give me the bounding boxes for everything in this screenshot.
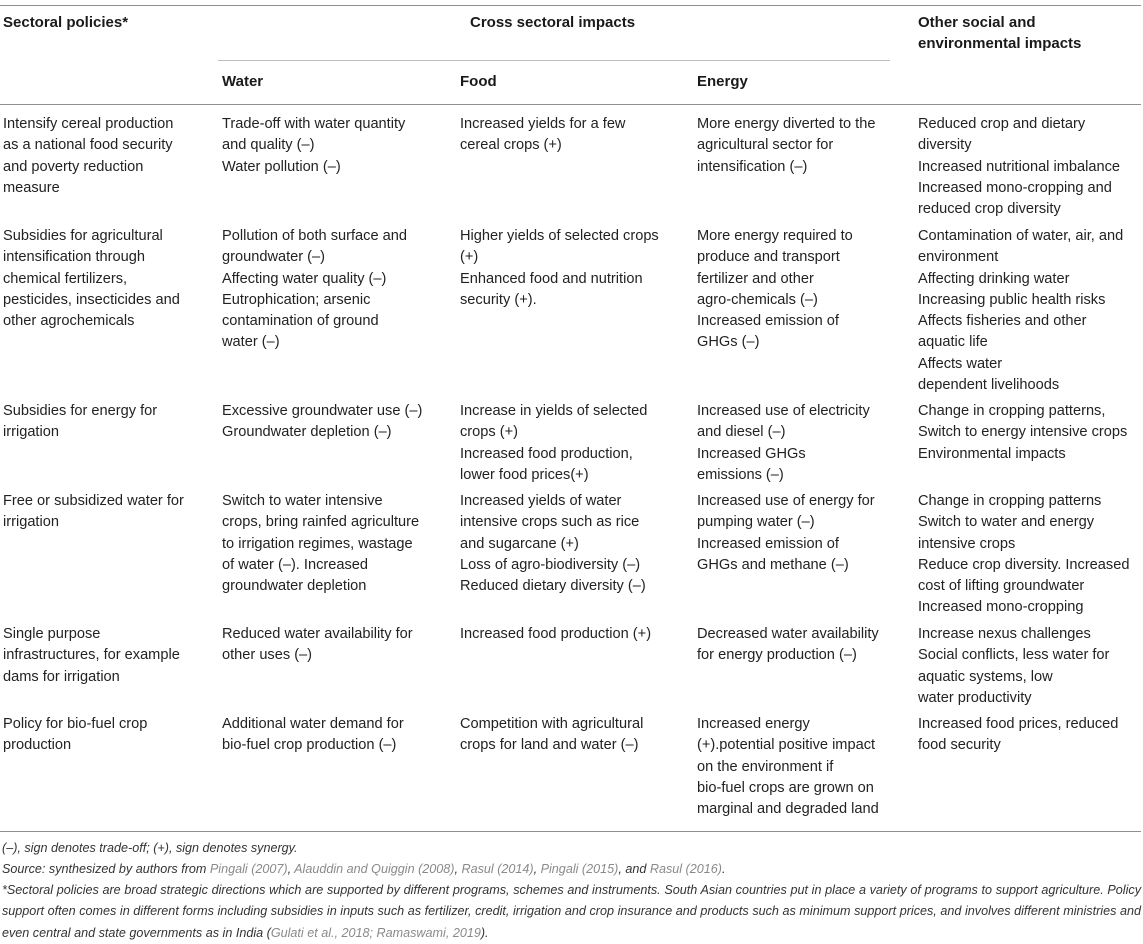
cell-line: Groundwater depletion (–) xyxy=(222,424,392,441)
cell-other xyxy=(918,114,1120,220)
cell-energy xyxy=(697,714,879,820)
cell-line: intensification through xyxy=(3,249,145,266)
cell-line: Switch to water and energy xyxy=(918,514,1095,531)
cell-line: More energy diverted to the xyxy=(697,116,876,132)
source-prefix: Source: synthesized by authors from xyxy=(2,862,210,876)
cell-line: Affecting water quality (–) xyxy=(222,270,387,287)
cell-line: and diesel (–) xyxy=(697,424,786,441)
cell-line: Increase nexus challenges xyxy=(918,626,1091,642)
cell-line: water productivity xyxy=(918,689,1032,706)
cell-other xyxy=(918,226,1123,396)
cell-food xyxy=(460,714,643,757)
header-food: Food xyxy=(460,73,497,90)
cell-line: Change in cropping patterns xyxy=(918,493,1102,509)
reference-link[interactable]: Alauddin and Quiggin (2008) xyxy=(294,862,455,876)
cell-line: Increased food prices, reduced xyxy=(918,716,1119,732)
cell-line: measure xyxy=(3,179,60,196)
cell-line: Excessive groundwater use (–) xyxy=(222,403,423,419)
cell-line: Free or subsidized water for xyxy=(3,493,184,509)
separator: , xyxy=(533,862,541,876)
cell-water xyxy=(222,401,422,444)
cell-line: security (+). xyxy=(460,291,537,308)
cell-policy xyxy=(3,401,157,444)
cell-line: Increasing public health risks xyxy=(918,291,1106,308)
footnote-sectoral-note xyxy=(2,880,1141,944)
cell-line: Environmental impacts xyxy=(918,445,1066,462)
cell-line: dependent livelihoods xyxy=(918,377,1060,394)
cell-line: aquatic life xyxy=(918,334,988,351)
cell-line: Increase in yields of selected xyxy=(460,403,648,419)
separator: , and xyxy=(618,862,650,876)
cell-energy xyxy=(697,491,875,576)
cell-line: lower food prices(+) xyxy=(460,466,589,483)
cell-line: Pollution of both surface and xyxy=(222,228,407,244)
cell-line: Competition with agricultural xyxy=(460,716,644,732)
cell-policy xyxy=(3,226,180,332)
cell-line: food security xyxy=(918,737,1001,754)
cell-line: diversity xyxy=(918,137,972,154)
cell-line: intensive crops such as rice xyxy=(460,514,640,531)
cell-line: Reduced water availability for xyxy=(222,626,413,642)
cell-line: Social conflicts, less water for xyxy=(918,647,1110,664)
table-bottom-rule xyxy=(0,831,1141,832)
cell-line: Increased yields for a few xyxy=(460,116,626,132)
cell-line: cereal crops (+) xyxy=(460,137,562,154)
cell-line: Increased food production, xyxy=(460,445,633,462)
cell-line: other uses (–) xyxy=(222,647,313,664)
cell-line: crops (+) xyxy=(460,424,518,441)
cell-other xyxy=(918,401,1127,465)
table-top-rule xyxy=(0,5,1141,6)
cell-line: Intensify cereal production xyxy=(3,116,174,132)
cell-line: Reduced crop and dietary xyxy=(918,116,1086,132)
cell-line: Reduce crop diversity. Increased xyxy=(918,556,1130,573)
header-other-impacts xyxy=(918,12,1081,54)
cell-line: for energy production (–) xyxy=(697,647,857,664)
cell-line: aquatic systems, low xyxy=(918,668,1053,685)
cell-line: other agrochemicals xyxy=(3,313,135,330)
cross-header-rule xyxy=(218,60,890,61)
cell-line: Switch to energy intensive crops xyxy=(918,424,1128,441)
cell-energy xyxy=(697,226,853,354)
header-bottom-rule xyxy=(0,104,1141,105)
cell-line: of water (–). Increased xyxy=(222,556,369,573)
cell-line: as a national food security xyxy=(3,137,173,154)
cell-line: emissions (–) xyxy=(697,466,784,483)
cell-line: crops for land and water (–) xyxy=(460,737,639,754)
reference-link[interactable]: Rasul (2016) xyxy=(649,862,722,876)
cell-water xyxy=(222,226,407,354)
cell-line: produce and transport xyxy=(697,249,840,266)
cell-line: contamination of ground xyxy=(222,313,379,330)
cell-line: Affects fisheries and other xyxy=(918,313,1087,330)
cell-line: marginal and degraded land xyxy=(697,801,879,818)
cell-other xyxy=(918,714,1118,757)
header-energy: Energy xyxy=(697,73,748,90)
header-other-line: Other social and xyxy=(918,14,1036,31)
footnote-source xyxy=(2,859,1141,880)
cell-line: to irrigation regimes, wastage xyxy=(222,535,413,552)
cell-policy xyxy=(3,624,180,688)
cell-line: Increased energy xyxy=(697,716,810,732)
cell-line: Affecting drinking water xyxy=(918,270,1070,287)
cell-line: Single purpose xyxy=(3,626,101,642)
cell-line: Subsidies for energy for xyxy=(3,403,158,419)
cell-food xyxy=(460,491,646,597)
cell-line: intensification (–) xyxy=(697,158,808,175)
cell-line: pesticides, insecticides and xyxy=(3,291,180,308)
cell-line: intensive crops xyxy=(918,535,1016,552)
cell-line: environment xyxy=(918,249,999,266)
cell-line: Increased emission of xyxy=(697,313,839,330)
cell-line: and poverty reduction xyxy=(3,158,144,175)
cell-line: pumping water (–) xyxy=(697,514,815,531)
cell-food xyxy=(460,114,625,157)
cell-line: Increased emission of xyxy=(697,535,839,552)
cell-line: Trade-off with water quantity xyxy=(222,116,406,132)
cell-line: groundwater (–) xyxy=(222,249,326,266)
cell-policy xyxy=(3,714,147,757)
header-other-line: environmental impacts xyxy=(918,35,1082,52)
cell-line: Increased use of energy for xyxy=(697,493,875,509)
cell-water xyxy=(222,114,405,178)
separator: , xyxy=(454,862,462,876)
cell-line: Additional water demand for xyxy=(222,716,404,732)
cell-water xyxy=(222,624,413,667)
cell-food xyxy=(460,624,651,645)
cell-line: Increased mono-cropping xyxy=(918,599,1084,616)
cell-line: production xyxy=(3,737,72,754)
reference-link[interactable]: Gulati et al., 2018; Ramaswami, 2019 xyxy=(270,925,481,940)
cell-line: irrigation xyxy=(3,514,59,531)
cell-water xyxy=(222,714,404,757)
cell-line: Change in cropping patterns, xyxy=(918,403,1106,419)
cell-line: and sugarcane (+) xyxy=(460,535,579,552)
cell-line: Higher yields of selected crops xyxy=(460,228,659,244)
cell-line: reduced crop diversity xyxy=(918,201,1061,218)
cell-line: Increased mono-cropping and xyxy=(918,179,1112,196)
note-text: *Sectoral policies are broad strategic directions which are supported by different programs, schemes and instruments. South Asian countries put in place a variety of programs to support agriculture. Policy support often comes in different forms including subsidies in inputs such as fertilizer, credit, irrigation and crop insurance and products such as minimum support prices, and involves different ministries and even central and state governments as in India ( xyxy=(2,883,1141,940)
cell-line: agricultural sector for xyxy=(697,137,834,154)
cell-energy xyxy=(697,401,870,486)
cell-line: GHGs and methane (–) xyxy=(697,556,849,573)
cell-line: dams for irrigation xyxy=(3,668,120,685)
note-end: ). xyxy=(480,925,489,940)
cell-line: fertilizer and other xyxy=(697,270,814,287)
separator: . xyxy=(721,862,726,876)
cell-line: bio-fuel crop production (–) xyxy=(222,737,397,754)
cell-energy xyxy=(697,114,875,178)
cell-line: Increased GHGs xyxy=(697,445,806,462)
cell-line: Affects water xyxy=(918,355,1003,372)
cell-line: Subsidies for agricultural xyxy=(3,228,163,244)
cell-other xyxy=(918,491,1129,619)
separator: , xyxy=(287,862,295,876)
cell-line: Increased food production (+) xyxy=(460,626,652,642)
header-water: Water xyxy=(222,73,264,90)
cell-line: Loss of agro-biodiversity (–) xyxy=(460,556,641,573)
reference-link[interactable]: Pingali (2007) xyxy=(209,862,288,876)
reference-link[interactable]: Pingali (2015) xyxy=(540,862,619,876)
cell-line: Enhanced food and nutrition xyxy=(460,270,643,287)
cell-line: irrigation xyxy=(3,424,59,441)
cell-line: Increased yields of water xyxy=(460,493,622,509)
cell-line: Increased nutritional imbalance xyxy=(918,158,1120,175)
cell-policy xyxy=(3,114,173,199)
cell-line: Policy for bio-fuel crop xyxy=(3,716,148,732)
cell-other xyxy=(918,624,1109,709)
footnote-signs: (–), sign denotes trade-off; (+), sign denotes synergy. xyxy=(2,841,298,855)
cell-line: Reduced dietary diversity (–) xyxy=(460,578,646,595)
cell-line: chemical fertilizers, xyxy=(3,270,128,287)
cell-line: crops, bring rainfed agriculture xyxy=(222,514,420,531)
cell-line: Switch to water intensive xyxy=(222,493,383,509)
cell-line: Water pollution (–) xyxy=(222,158,341,175)
cell-water xyxy=(222,491,419,597)
cell-line: Increased use of electricity xyxy=(697,403,870,419)
cell-energy xyxy=(697,624,879,667)
cell-line: agro-chemicals (–) xyxy=(697,291,818,308)
cell-line: and quality (–) xyxy=(222,137,315,154)
cell-line: More energy required to xyxy=(697,228,853,244)
cell-line: GHGs (–) xyxy=(697,334,760,351)
cell-line: water (–) xyxy=(222,334,280,351)
header-sectoral-policies: Sectoral policies* xyxy=(3,14,129,31)
cell-food xyxy=(460,226,659,311)
reference-link[interactable]: Rasul (2014) xyxy=(461,862,534,876)
cell-policy xyxy=(3,491,184,534)
cell-food xyxy=(460,401,647,486)
cell-line: Contamination of water, air, and xyxy=(918,228,1124,244)
cell-line: Decreased water availability xyxy=(697,626,879,642)
cell-line: bio-fuel crops are grown on xyxy=(697,779,874,796)
cell-line: (+) xyxy=(460,249,479,266)
cell-line: Eutrophication; arsenic xyxy=(222,291,371,308)
header-cross-sectoral-impacts: Cross sectoral impacts xyxy=(470,14,636,31)
cell-line: on the environment if xyxy=(697,758,834,775)
cell-line: cost of lifting groundwater xyxy=(918,578,1085,595)
cell-line: (+).potential positive impact xyxy=(697,737,876,754)
cell-line: groundwater depletion xyxy=(222,578,367,595)
cell-line: infrastructures, for example xyxy=(3,647,180,664)
